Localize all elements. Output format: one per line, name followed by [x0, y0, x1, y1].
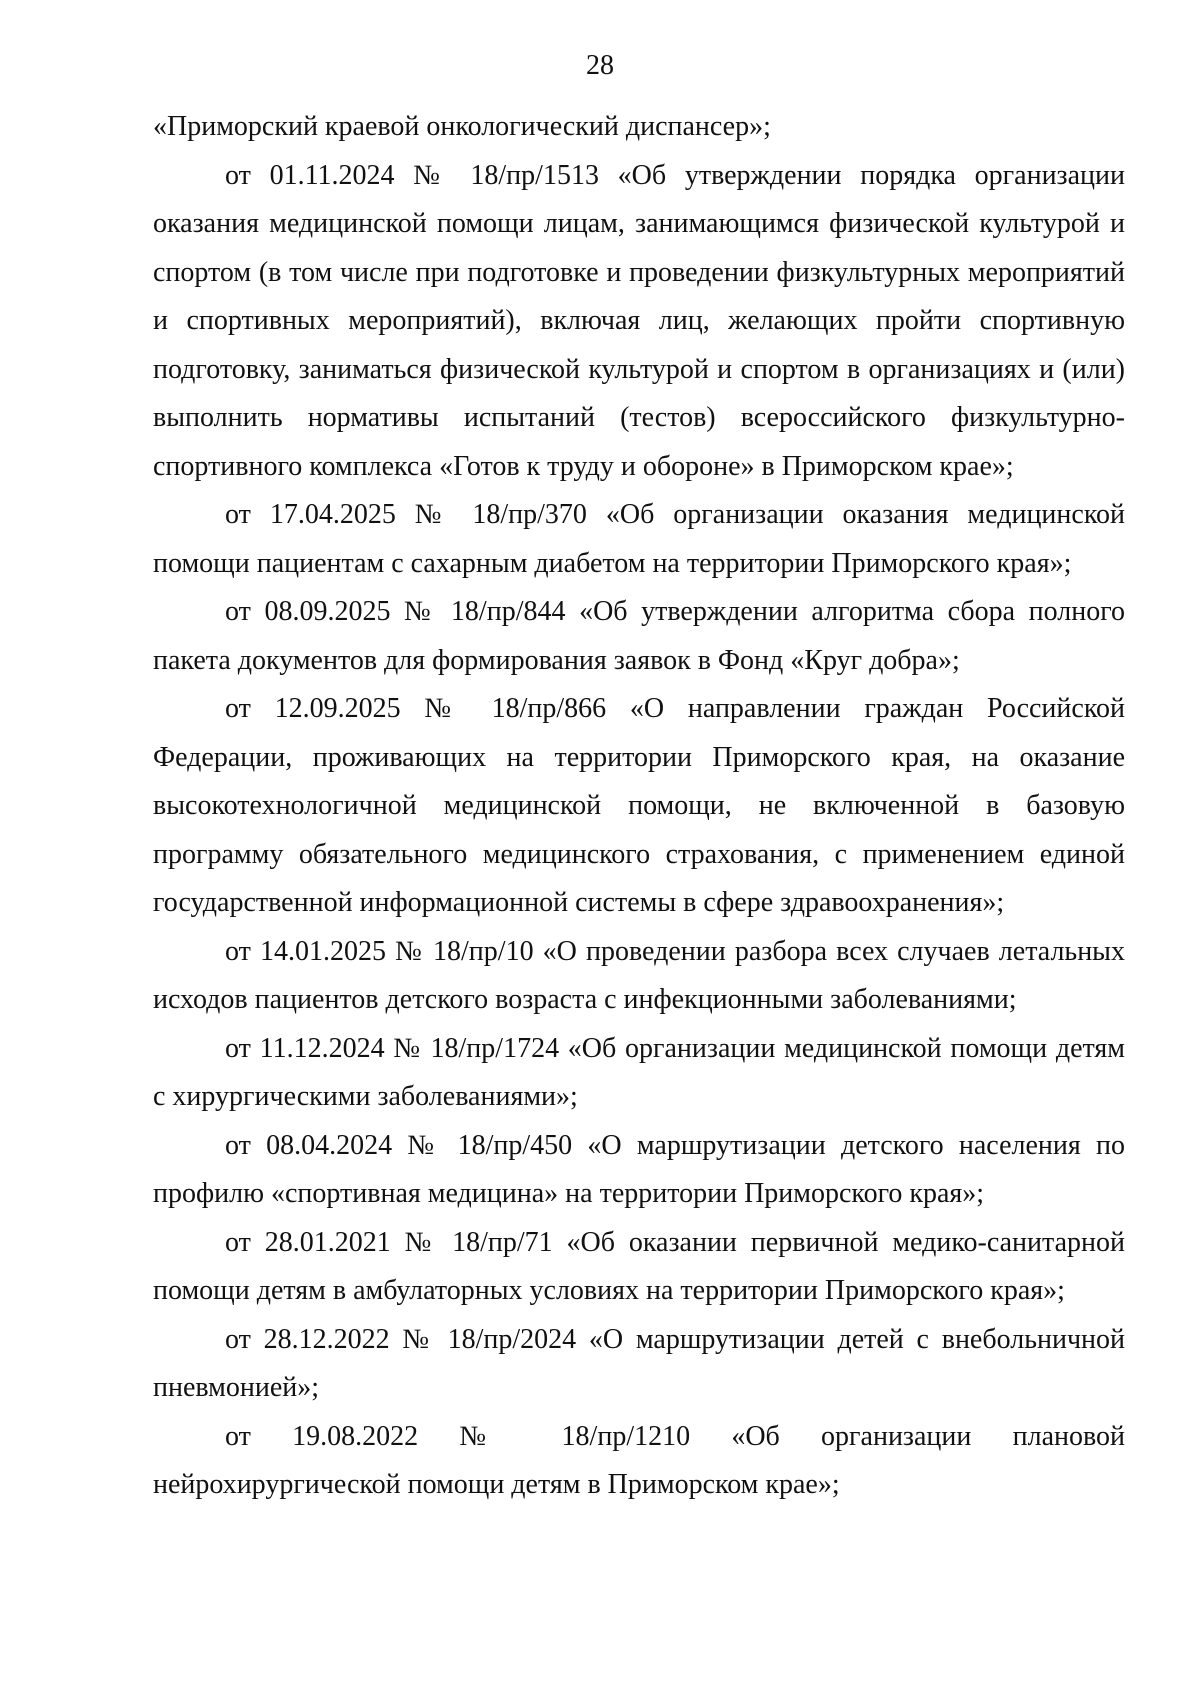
paragraph-order-2024: от 28.12.2022 № 18/пр/2024 «О маршрутизации детей с внебольничной пневмонией»;: [153, 1323, 1125, 1403]
paragraph-order-450: от 08.04.2024 № 18/пр/450 «О маршрутизации детского населения по профилю «спортивная медицина» на территории Приморского края»;: [153, 1129, 1125, 1209]
paragraph-order-1724: от 11.12.2024 № 18/пр/1724 «Об организации медицинской помощи детям с хирургическими заболеваниями»;: [153, 1032, 1125, 1112]
document-body: [153, 103, 1125, 1510]
paragraph-order-866: от 12.09.2025 № 18/пр/866 «О направлении граждан Российской Федерации, проживающих на территории Приморского края, на оказание высокотехнологичной медицинской помощи, не включенной в базовую программу обязательного медицинского страхования, с применением единой государственной информационной системы в сфере здравоохранения»;: [153, 693, 1125, 918]
page-number: 28: [586, 50, 614, 81]
paragraph-order-1210: от 19.08.2022 № 18/пр/1210 «Об организации плановой нейрохирургической помощи детям в Приморском крае»;: [153, 1420, 1125, 1500]
paragraph-order-844: от 08.09.2025 № 18/пр/844 «Об утверждении алгоритма сбора полного пакета документов для формирования заявок в Фонд «Круг добра»;: [153, 596, 1125, 676]
paragraph-order-1513: от 01.11.2024 № 18/пр/1513 «Об утверждении порядка организации оказания медицинской помощи лицам, занимающимся физической культурой и спортом (в том числе при подготовке и проведении физкультурных мероприятий и спортивных мероприятий), включая лиц, желающих пройти спортивную подготовку, заниматься физической культурой и спортом в организациях и (или) выполнить нормативы испытаний (тестов) всероссийского физкультурно-спортивного комплекса «Готов к труду и обороне» в Приморском крае»;: [153, 159, 1125, 482]
paragraph-order-370: от 17.04.2025 № 18/пр/370 «Об организации оказания медицинской помощи пациентам с сахарным диабетом на территории Приморского края»;: [153, 499, 1125, 579]
paragraph-order-71: от 28.01.2021 № 18/пр/71 «Об оказании первичной медико-санитарной помощи детям в амбулаторных условиях на территории Приморского края»;: [153, 1226, 1125, 1306]
paragraph-continuation: «Приморский краевой онкологический диспансер»;: [153, 111, 771, 142]
paragraph-order-10: от 14.01.2025 № 18/пр/10 «О проведении разбора всех случаев летальных исходов пациентов детского возраста с инфекционными заболеваниями;: [153, 935, 1125, 1015]
